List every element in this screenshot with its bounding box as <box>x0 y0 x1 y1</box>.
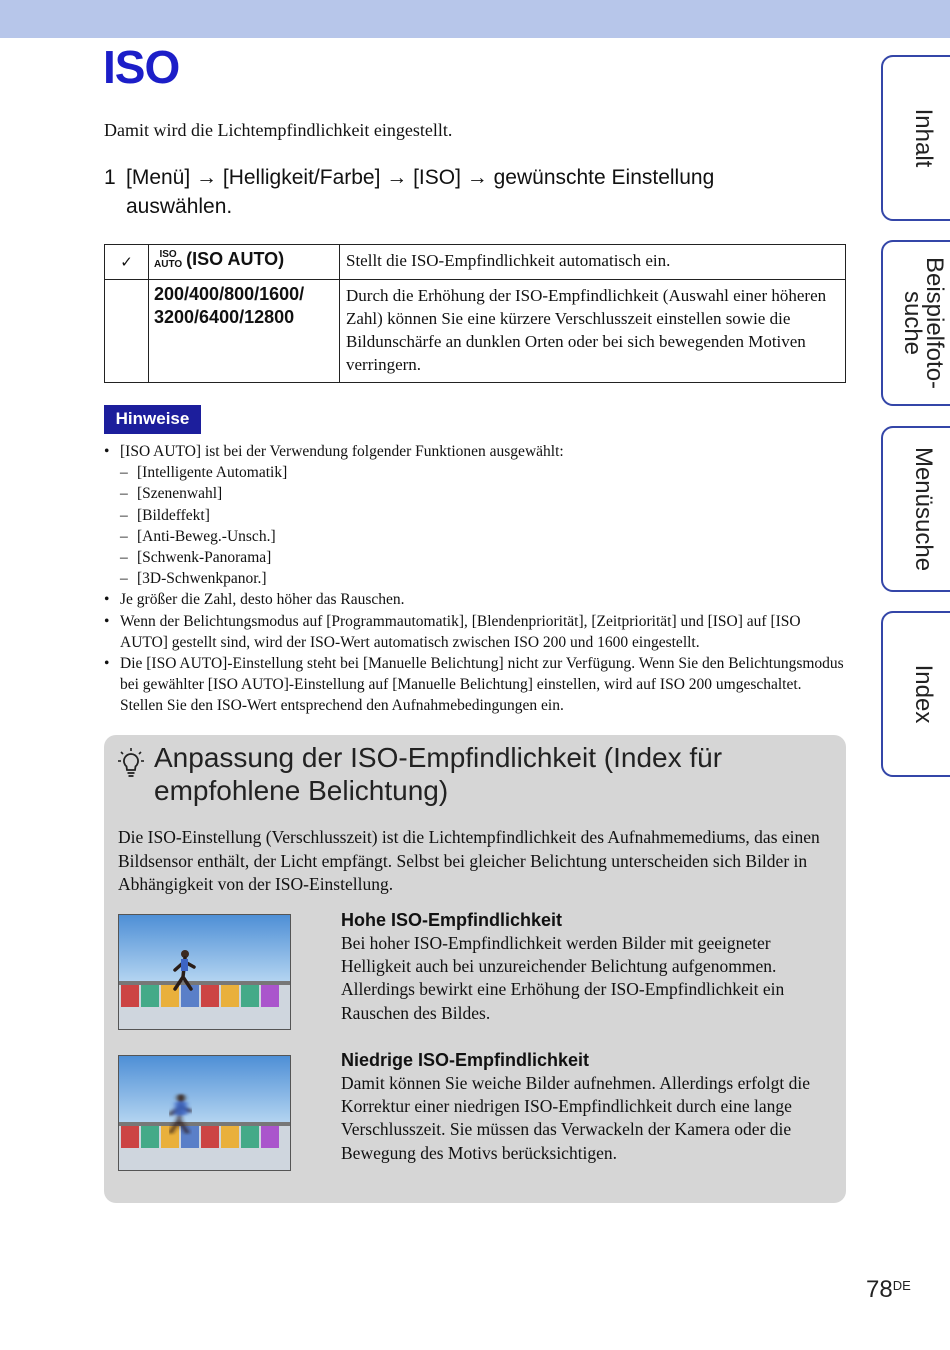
iso-auto-icon-bottom: AUTO <box>154 259 183 271</box>
tab-label: Beispielfoto- suche <box>899 256 948 390</box>
bullet: • <box>104 612 110 630</box>
list-item <box>104 611 846 653</box>
tip-title: Anpassung der ISO-Empfindlichkeit (Index für empfohlene Belichtung) <box>154 742 723 806</box>
tip-box <box>104 735 846 1203</box>
note-subitem-text: [Schwenk-Panorama] <box>137 549 272 567</box>
iso-auto-icon-top: ISO <box>159 249 177 261</box>
note-text: Je größer die Zahl, desto höher das Rauschen. <box>120 591 405 609</box>
list-subitem <box>104 568 846 589</box>
list-subitem <box>104 526 846 547</box>
list-subitem <box>104 505 846 526</box>
tab-label: Index <box>910 664 937 724</box>
dash: – <box>120 506 128 524</box>
dash: – <box>120 527 128 545</box>
step-number: 1 <box>104 166 116 189</box>
note-text: Wenn der Belichtungsmodus auf [Programmautomatik], [Blendenpriorität], [Zeitpriorität] und [ISO] auf [ISO AUTO] gestellt sind, wird der ISO-Wert automatisch zwischen ISO 200 und 1600 eingestellt. <box>120 612 801 651</box>
page-number-suffix: DE <box>892 1278 911 1293</box>
page-title: ISO <box>103 41 180 93</box>
notes-label: Hinweise <box>104 405 201 434</box>
note-subitem-text: [Anti-Beweg.-Unsch.] <box>137 527 276 545</box>
iso-auto-icon <box>154 250 182 270</box>
high-iso-heading: Hohe ISO-Empfindlichkeit <box>341 910 563 930</box>
iso-settings-table <box>104 244 846 383</box>
setting-description: Stellt die ISO-Empfindlichkeit automatisch ein. <box>340 245 846 280</box>
tab-label: Menüsuche <box>910 446 937 572</box>
step-text: [Menü] → [Helligkeit/Farbe] → [ISO] → gewünschte Einstellung auswählen. <box>126 166 715 218</box>
table-row <box>105 280 846 383</box>
dash: – <box>120 464 128 482</box>
bullet: • <box>104 443 110 460</box>
notes-list <box>104 441 846 717</box>
high-iso-photo <box>118 914 291 1030</box>
note-subitem-text: [Intelligente Automatik] <box>137 464 288 482</box>
list-subitem <box>104 462 846 483</box>
tab-menuesuche[interactable] <box>881 426 950 592</box>
setting-name: 200/400/800/1600/ 3200/6400/12800 <box>149 280 340 383</box>
table-row <box>105 245 846 280</box>
tab-label: Inhalt <box>910 108 937 168</box>
list-item <box>104 589 846 610</box>
list-subitem <box>104 547 846 568</box>
setting-description: Durch die Erhöhung der ISO-Empfindlichkeit (Auswahl einer höheren Zahl) können Sie eine kürzere Verschlusszeit einstellen sowie die Bildunschärfe an dunklen Orten oder bei sich bewegenden Motiven verringern. <box>340 280 846 383</box>
lightbulb-icon <box>118 748 144 778</box>
page-number-value: 78 <box>866 1276 893 1303</box>
note-subitem-text: [Szenenwahl] <box>137 485 223 503</box>
dash: – <box>120 570 128 588</box>
bullet: • <box>104 591 110 609</box>
dash: – <box>120 485 128 503</box>
high-iso-text: Bei hoher ISO-Empfindlichkeit werden Bilder mit geeigneter Helligkeit auch bei unzureichender Belichtung aufgenommen. Allerdings bewirkt eine Erhöhung der ISO-Empfindlichkeit ein Rauschen des Bildes. <box>341 933 785 1023</box>
setting-name <box>149 245 340 280</box>
intro-text: Damit wird die Lichtempfindlichkeit eingestellt. <box>104 120 453 140</box>
list-item <box>104 441 846 462</box>
low-iso-text: Damit können Sie weiche Bilder aufnehmen. Allerdings erfolgt die Korrektur einer niedrigen ISO-Empfindlichkeit durch eine lange Verschlusszeit. Sie müssen das Verwackeln der Kamera oder die Bewegung des Motivs berücksichtigen. <box>341 1073 810 1163</box>
list-subitem <box>104 483 846 504</box>
note-text: Die [ISO AUTO]-Einstellung steht bei [Manuelle Belichtung] nicht zur Verfügung. Wenn Sie den Belichtungsmodus bei gewählter [ISO AUTO]-Einstellung auf [Manuelle Belichtung] einstellen, wird auf ISO 200 umgeschaltet. Stellen Sie den ISO-Wert entsprechend den Aufnahmebedingungen ein. <box>120 655 844 715</box>
tab-inhalt[interactable] <box>881 55 950 221</box>
tip-text: Die ISO-Einstellung (Verschlusszeit) ist die Lichtempfindlichkeit des Aufnahmemediums, das einen Bildsensor enthält, der Licht empfängt. Selbst bei gleicher Belichtung unterscheiden sich Bilder in Abhängigkeit von der ISO-Einstellung. <box>118 827 820 894</box>
page-number <box>866 1276 911 1304</box>
note-subitem-text: [3D-Schwenkpanor.] <box>137 570 267 588</box>
bullet: • <box>104 655 110 673</box>
step-instruction <box>104 163 804 221</box>
tab-beispielfotosuche[interactable] <box>881 240 950 406</box>
header-band <box>0 0 950 38</box>
list-item <box>104 653 846 717</box>
low-iso-heading: Niedrige ISO-Empfindlichkeit <box>341 1050 590 1070</box>
dash: – <box>120 549 128 567</box>
note-subitem-text: [Bildeffekt] <box>137 506 210 524</box>
low-iso-photo <box>118 1055 291 1171</box>
default-marker-cell <box>105 280 149 383</box>
note-text: [ISO AUTO] ist bei der Verwendung folgender Funktionen ausgewählt: <box>120 443 564 460</box>
default-checkmark-icon: ✓ <box>105 245 149 280</box>
tab-index[interactable] <box>881 611 950 777</box>
setting-name-label: (ISO AUTO) <box>186 249 285 269</box>
